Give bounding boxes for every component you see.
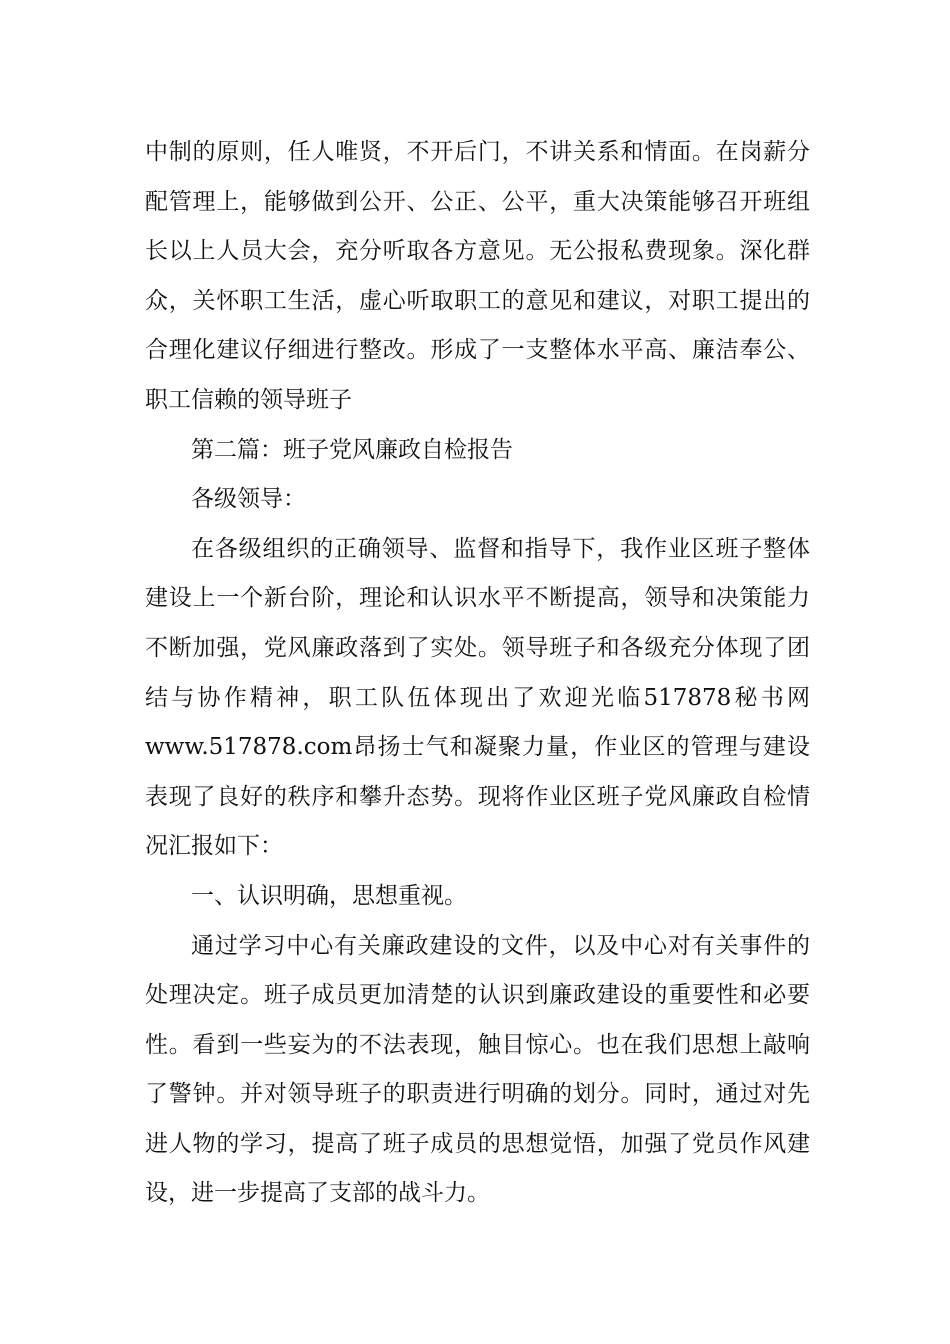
salutation: 各级领导：	[191, 486, 306, 513]
paragraph-intro: 在各级组织的正确领导、监督和指导下，我作业区班子整体建设上一个新台阶，理论和认识水平不断提高，领导和决策能力不断加强，党风廉政落到了实处。领导班子和各级充分体现了团结与协作精神，职工队伍体现出了欢迎光临517878秘书网www.517878.com昂扬士气和凝聚力量，作业区的管理与建设表现了良好的秩序和攀升态势。现将作业区班子党风廉政自检情况汇报如下：	[145, 535, 810, 860]
document-body	[145, 128, 810, 1219]
paragraph-continuation: 中制的原则，任人唯贤，不开后门，不讲关系和情面。在岗薪分配管理上，能够做到公开、公正、公平，重大决策能够召开班组长以上人员大会，充分听取各方意见。无公报私费现象。深化群众，关怀职工生活，虚心听取职工的意见和建议，对职工提出的合理化建议仔细进行整改。形成了一支整体水平高、廉洁奉公、职工信赖的领导班子	[145, 139, 810, 413]
subheading-one: 一、认识明确，思想重视。	[191, 882, 467, 909]
paragraph-study: 通过学习中心有关廉政建设的文件，以及中心对有关事件的处理决定。班子成员更加清楚的认识到廉政建设的重要性和必要性。看到一些妄为的不法表现，触目惊心。也在我们思想上敲响了警钟。并对领导班子的职责进行明确的划分。同时，通过对先进人物的学习，提高了班子成员的思想觉悟，加强了党员作风建设，进一步提高了支部的战斗力。	[145, 932, 810, 1207]
section-heading-second-article: 第二篇：班子党风廉政自检报告	[191, 436, 513, 463]
